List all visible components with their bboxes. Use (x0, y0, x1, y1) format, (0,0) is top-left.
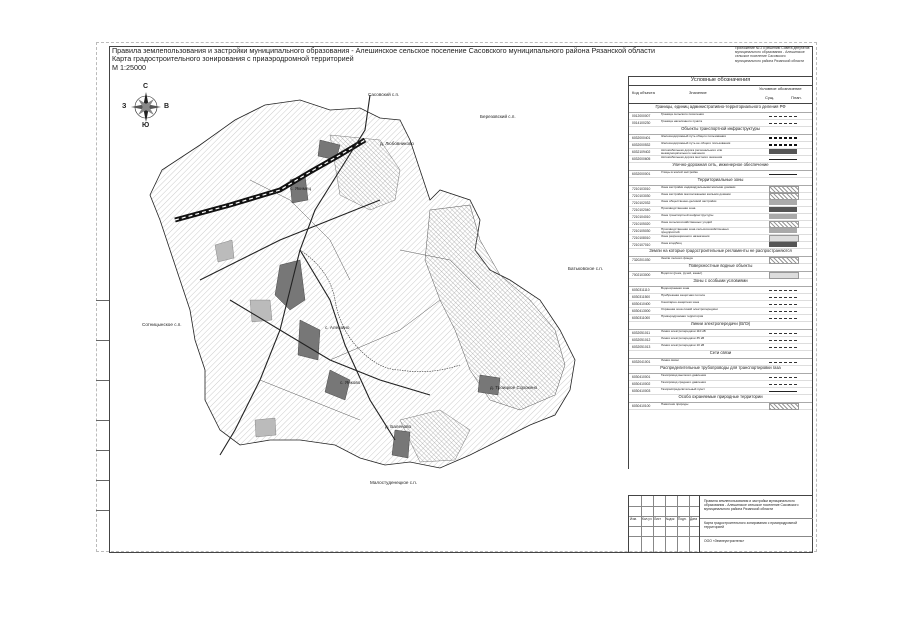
legend-row-name: Линия электропередачи 10 кВ (661, 344, 705, 347)
map-scale: М 1:25000 (112, 62, 146, 72)
title-block-sheet-title: Карта градостроительного зонирования с приаэродромной территорией (700, 518, 813, 531)
legend-row-name: Газораспределительный пункт (661, 388, 705, 391)
legend-row-code: 7210105030 (632, 229, 651, 233)
legend-row-symbol (769, 207, 797, 212)
legend-row-code: 7210103010 (632, 187, 651, 191)
legend-row-code: 6030410001 (632, 375, 651, 379)
title-block-col-label: Дата (690, 517, 698, 521)
legend-row-symbol (769, 304, 797, 305)
legend-row-code: 6032000605 (632, 157, 651, 161)
title-block-text (699, 496, 813, 552)
legend-row-name: Железнодорожный путь не общего пользования (661, 142, 731, 145)
place-label: с. Алешино (325, 325, 350, 330)
legend-row-symbol (769, 144, 797, 146)
legend-row-code: 0014100230 (632, 121, 651, 125)
legend-row-code: 6032000532 (632, 143, 651, 147)
legend-row-code: 6032000401 (632, 136, 651, 140)
legend-section-title: Границы, единиц административно-территориального деления РФ (629, 104, 812, 113)
legend-row-name: Зона общественно-деловой застройки (661, 200, 717, 203)
legend-row-name: Прибрежная защитная полоса (661, 294, 705, 297)
legend-row-code: 7210103030 (632, 194, 651, 198)
legend-row-name: Улицы в жилой застройке (661, 171, 698, 174)
legend-row-name: Приаэродромная территория (661, 315, 704, 318)
legend-row-code: 7210107010 (632, 243, 651, 247)
legend-row-name: Автомобильная дорога местного значения (661, 156, 723, 159)
appendix-note: Приложение № 2 к решению Совета депутатов муниципального образования - Алешинское сельское поселение Сасовского муниципального района Рязанской области (735, 46, 810, 63)
legend-row-symbol (769, 347, 797, 348)
legend-row-code: 6032051013 (632, 345, 651, 349)
legend-row-symbol (769, 123, 797, 124)
legend-row-code: 6030410002 (632, 382, 651, 386)
place-label: Сотницынское с.п. (142, 322, 182, 327)
legend-row-name: Газопровод среднего давления (661, 381, 706, 384)
legend-section-title: Распределительные трубопроводы для транспортировки газа (629, 365, 812, 374)
legend-col-sym-a: Сущ. (765, 95, 775, 100)
legend-row (629, 402, 812, 410)
compass-rose (131, 92, 161, 122)
legend-row-name: Водоток (река, ручей, канал) (661, 272, 703, 275)
legend-row-code: 7210108010 (632, 236, 651, 240)
title-block-col-label: №док (666, 517, 675, 521)
legend-row-code: 7210102032 (632, 201, 651, 205)
compass-north-label: С (143, 83, 149, 90)
title-block (628, 495, 812, 552)
title-block-project: Правила землепользования и застройки муниципального образования - Алешинское сельское поселение Сасовского муниципального района Рязанской области (704, 499, 799, 511)
legend-row-name: Зона застройки индивидуальными жилыми домами (661, 186, 736, 189)
legend-row-name: Производственная зона сельскохозяйственных предприятий (661, 228, 729, 235)
legend-col-sym-b: План. (791, 95, 802, 100)
compass-south-label: Ю (142, 122, 150, 129)
legend-row-code: 6030410100 (632, 404, 651, 408)
legend-row-name: Газопровод высокого давления (661, 374, 706, 377)
legend-row-name: Охранная зона линий электропередачи (661, 308, 718, 311)
place-label: с. Янково (340, 380, 361, 385)
place-label: д. Троицкое Сорокино (490, 385, 538, 390)
legend-row-code: 6030311110 (632, 288, 650, 292)
legend-section-title: Линии электропередачи (ВЛЭ) (629, 321, 812, 330)
map-title-line2: Карта градостроительного зонирования с приаэродромной территорией (112, 54, 354, 64)
legend-row-symbol (769, 377, 797, 378)
legend-row-symbol (769, 149, 797, 154)
legend-row-symbol (769, 159, 797, 160)
legend-col-code: Код объекта (632, 90, 655, 95)
legend-row-code: 6030410003 (632, 389, 651, 393)
legend-row-symbol (769, 318, 797, 319)
legend-section-title: Улично-дорожная сеть, инженерное обеспечение (629, 162, 812, 171)
legend-row-symbol (769, 174, 797, 175)
legend-row-symbol (769, 200, 797, 205)
legend-row-name: Зона транспортной инфраструктуры (661, 214, 714, 217)
legend-section-title: Поверхностные водные объекты (629, 263, 812, 272)
legend-row-name: Автомобильная дорога регионального или межмуниципального значения (661, 149, 723, 156)
legend-row-name: Зона сельскохозяйственных угодий (661, 221, 712, 224)
legend-row-symbol (769, 362, 797, 363)
place-label: с. Якимец (290, 186, 312, 191)
legend-row-name: Земли лесного фонда (661, 257, 693, 260)
legend-header (629, 85, 812, 104)
legend-row-symbol (769, 391, 797, 392)
legend-row-code: 6032000001 (632, 172, 651, 176)
legend-row-symbol (769, 214, 797, 219)
legend-row-name: Санитарно-защитная зона (661, 301, 700, 304)
legend-row-code: 6030311000 (632, 316, 651, 320)
place-label: д. Любовниково (380, 141, 414, 146)
legend-panel (628, 76, 812, 469)
place-label: Березовский с.п. (480, 114, 516, 119)
legend-row-name: Граница населённого пункта (661, 120, 703, 123)
place-label: д. Баленово (385, 424, 412, 429)
legend-row-code: 7320201030 (632, 258, 651, 262)
legend-row-symbol (769, 384, 797, 385)
legend-row-name: Зона застройки малоэтажными жилыми домами (661, 193, 731, 196)
legend-row-code: 6032109402 (632, 150, 651, 154)
legend-row-name: Граница сельского поселения (661, 113, 704, 116)
legend-row-name: Железнодорожный путь общего пользования (661, 135, 726, 138)
title-block-col-label: Подп. (678, 517, 687, 521)
legend-row-name: Линия связи (661, 359, 679, 362)
legend-row-symbol (769, 137, 797, 139)
legend-row-symbol (769, 297, 797, 298)
place-label: Батьковское с.п. (568, 266, 604, 271)
legend-row-name: Производственная зона (661, 207, 696, 210)
legend-row-code: 7210105020 (632, 222, 651, 226)
legend-section-title: Территориальные зоны (629, 177, 812, 186)
legend-row-code: 6032051012 (632, 338, 651, 342)
legend-row-symbol (769, 333, 797, 334)
legend-row-code: 0012000007 (632, 114, 651, 118)
legend-row-code: 7002103000 (632, 273, 651, 277)
compass-east-label: В (164, 103, 170, 110)
title-block-col-label: Лист (654, 517, 661, 521)
legend-row-name: Линия электропередачи 35 кВ (661, 337, 705, 340)
legend-row-code: 7210102040 (632, 208, 651, 212)
legend-row-code: 6032051011 (632, 331, 651, 335)
legend-row-symbol (769, 290, 797, 291)
legend-row-symbol (769, 116, 797, 117)
legend-section-title: Объекты транспортной инфраструктуры (629, 126, 812, 135)
place-label: Сасовский с.п. (368, 92, 400, 97)
place-label: Малостуденецкое с.п. (370, 480, 418, 485)
legend-row-name: Линия электропередачи 110 кВ (661, 330, 706, 333)
map-title-line1: Правила землепользования и застройки муниципального образования - Алешинское сельское поселение Сасовского муниципального района Рязанской области (112, 46, 655, 55)
legend-section-title: Сети связи (629, 350, 812, 359)
title-block-org: ООО «Землеустроитель» (700, 536, 813, 545)
legend-col-name: Значение (689, 90, 707, 95)
legend-row-symbol (769, 340, 797, 341)
legend-row-symbol (769, 242, 797, 247)
title-block-col-label: Кол.уч (642, 517, 652, 521)
title-block-col-label: Изм. (630, 517, 637, 521)
legend-row-code: 6032041001 (632, 360, 651, 364)
legend-row-name: Водоохранная зона (661, 287, 690, 290)
legend-row-name: Зона кладбищ (661, 242, 682, 245)
legend-row-code: 6030413000 (632, 309, 651, 313)
legend-row-symbol (769, 311, 797, 312)
legend-title: Условные обозначения (629, 77, 812, 86)
legend-row-name: Зона рекреационного назначения (661, 235, 710, 238)
legend-row-code: 7210104010 (632, 215, 651, 219)
legend-row-symbol (769, 228, 797, 233)
legend-section-title: Особо охраняемые природные территории (629, 394, 812, 403)
legend-section-title: Земли на которые градостроительные регламенты не распространяются (629, 248, 812, 257)
legend-row-symbol (769, 403, 799, 410)
title-block-grid (629, 496, 699, 552)
legend-row-name: Памятник природы (661, 403, 689, 406)
compass-west-label: З (122, 103, 127, 110)
legend-section-title: Зоны с особыми условиями (629, 278, 812, 287)
legend-col-symbol: Условное обозначение (759, 86, 802, 91)
legend-row-code: 6030311500 (632, 295, 651, 299)
legend-row-code: 6030410400 (632, 302, 651, 306)
